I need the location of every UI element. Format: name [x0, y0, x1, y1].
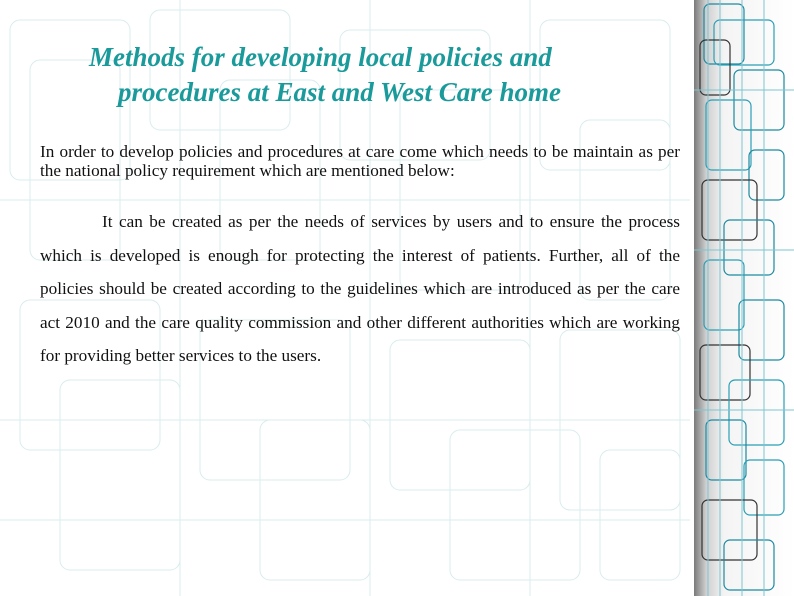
- intro-paragraph: In order to develop policies and procedures at care come which needs to be maintain as per the national policy requirement which are mentioned below:: [40, 142, 680, 180]
- title-line-2: procedures at East and West Care home: [118, 77, 562, 107]
- title-line-1: Methods for developing local policies and: [89, 42, 552, 72]
- body-paragraph: It can be created as per the needs of services by users and to ensure the process which is developed is enough for protecting the interest of patients. Further, all of the policies should be created according to the guidelines which are introduced as per the care act 2010 and the care quality commission and other different authorities which are working for providing better services to the users.: [40, 212, 680, 365]
- slide-title: [40, 40, 680, 110]
- decorative-side-panel: [694, 0, 794, 596]
